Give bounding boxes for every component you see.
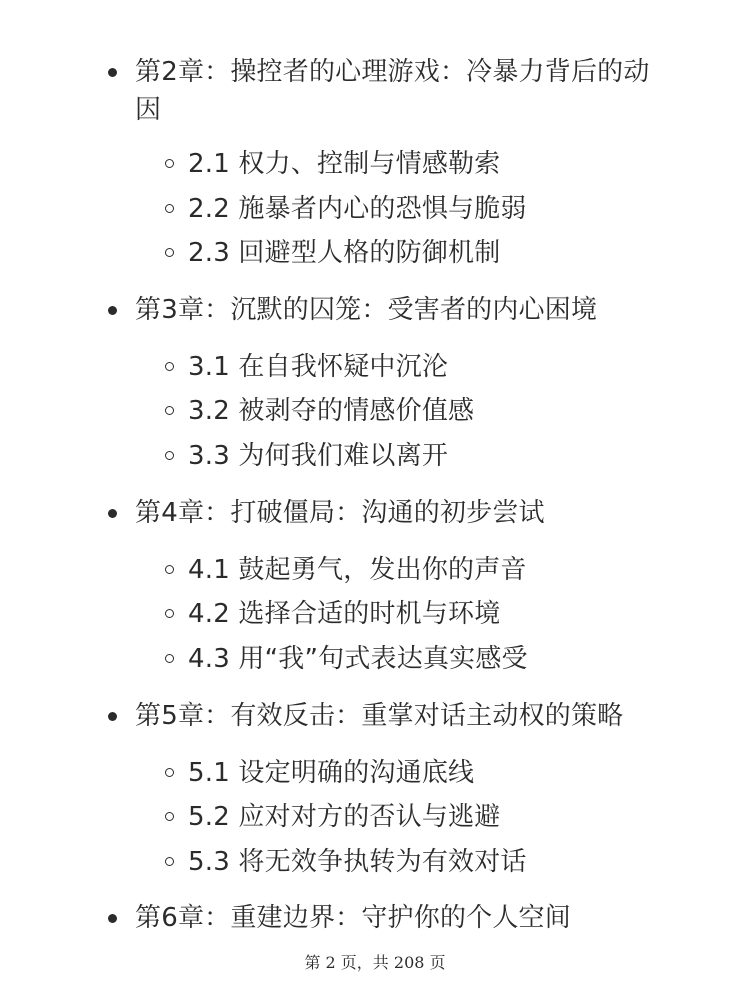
bullet-icon — [108, 914, 117, 923]
section-5-3 — [188, 843, 688, 881]
chapter-5-entry — [135, 697, 675, 735]
circle-bullet-icon — [165, 857, 174, 866]
section-title: 4.2 选择合适的时机与环境 — [188, 599, 501, 629]
section-4-3 — [188, 640, 688, 678]
section-2-2 — [188, 190, 688, 228]
bullet-icon — [108, 509, 117, 518]
section-title: 3.3 为何我们难以离开 — [188, 441, 449, 471]
circle-bullet-icon — [165, 406, 174, 415]
chapter-title: 第2章：操控者的心理游戏：冷暴力背后的动因 — [135, 57, 650, 125]
chapter-2-entry — [135, 53, 675, 129]
bullet-icon — [108, 68, 117, 77]
section-3-2 — [188, 392, 688, 430]
section-3-3 — [188, 437, 688, 475]
chapter-3-entry — [135, 291, 675, 329]
section-title: 5.2 应对对方的否认与逃避 — [188, 802, 501, 832]
chapter-title: 第6章：重建边界：守护你的个人空间 — [135, 903, 571, 933]
section-title: 5.3 将无效争执转为有效对话 — [188, 847, 527, 877]
circle-bullet-icon — [165, 565, 174, 574]
section-title: 2.3 回避型人格的防御机制 — [188, 238, 501, 268]
circle-bullet-icon — [165, 362, 174, 371]
section-title: 2.2 施暴者内心的恐惧与脆弱 — [188, 194, 527, 224]
circle-bullet-icon — [165, 159, 174, 168]
section-5-1 — [188, 754, 688, 792]
circle-bullet-icon — [165, 609, 174, 618]
section-2-3 — [188, 234, 688, 272]
section-4-2 — [188, 595, 688, 633]
section-3-1 — [188, 348, 688, 386]
section-title: 4.3 用“我”句式表达真实感受 — [188, 644, 528, 674]
chapter-title: 第3章：沉默的囚笼：受害者的内心困境 — [135, 295, 598, 325]
circle-bullet-icon — [165, 204, 174, 213]
section-title: 3.2 被剥夺的情感价值感 — [188, 396, 475, 426]
section-2-1 — [188, 145, 688, 183]
bullet-icon — [108, 712, 117, 721]
section-title: 5.1 设定明确的沟通底线 — [188, 758, 475, 788]
circle-bullet-icon — [165, 768, 174, 777]
chapter-4-entry — [135, 494, 675, 532]
section-title: 4.1 鼓起勇气，发出你的声音 — [188, 555, 527, 585]
chapter-title: 第5章：有效反击：重掌对话主动权的策略 — [135, 701, 624, 731]
section-title: 2.1 权力、控制与情感勒索 — [188, 149, 501, 179]
section-4-1 — [188, 551, 688, 589]
chapter-6-entry — [135, 899, 675, 937]
circle-bullet-icon — [165, 812, 174, 821]
circle-bullet-icon — [165, 248, 174, 257]
circle-bullet-icon — [165, 451, 174, 460]
bullet-icon — [108, 306, 117, 315]
page-number-footer: 第 2 页，共 208 页 — [304, 953, 446, 972]
chapter-title: 第4章：打破僵局：沟通的初步尝试 — [135, 498, 545, 528]
section-title: 3.1 在自我怀疑中沉沦 — [188, 352, 449, 382]
section-5-2 — [188, 798, 688, 836]
circle-bullet-icon — [165, 654, 174, 663]
